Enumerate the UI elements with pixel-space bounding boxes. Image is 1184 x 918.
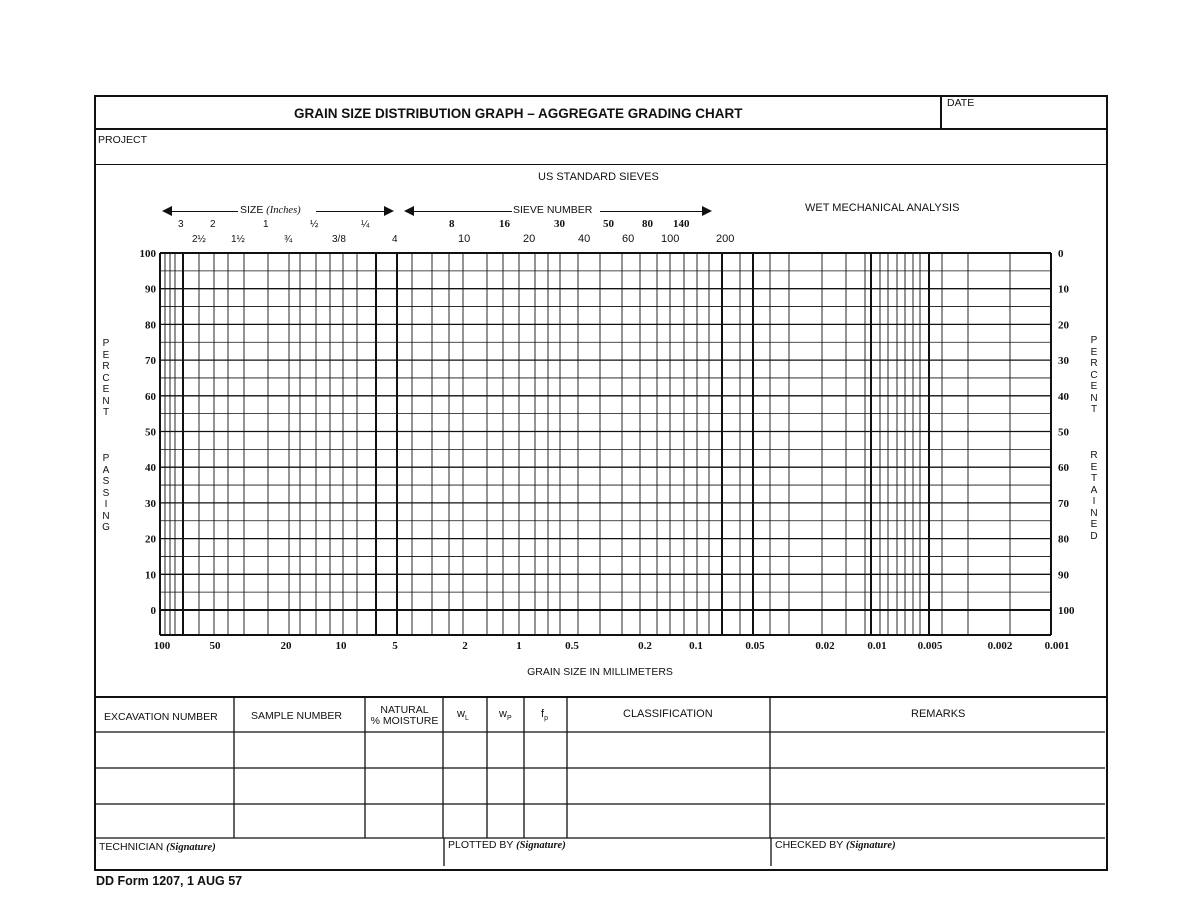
sieve-number-label: 30 [554,218,565,230]
percent-passing-tick: 50 [145,426,156,439]
axis-title-letter: I [104,499,108,510]
table-cell[interactable] [526,806,565,836]
table-cell[interactable] [98,770,232,802]
sieve-number-label: 16 [499,218,510,230]
table-cell[interactable] [569,770,768,802]
inch-size-label: 1 [263,219,269,230]
axis-title-letter: A [102,464,110,476]
header-natural-moisture: NATURAL % MOISTURE [370,704,439,727]
percent-passing-tick: 60 [145,390,156,403]
percent-retained-tick: 60 [1058,462,1069,475]
table-cell[interactable] [367,770,441,802]
grain-size-mm-tick: 0.001 [1044,640,1070,652]
header-excavation-number: EXCAVATION NUMBER [104,711,218,723]
percent-retained-tick: 90 [1058,569,1069,582]
checked-by-signature-label: CHECKED BY (Signature) [775,839,896,851]
percent-retained-tick: 40 [1058,390,1069,403]
inch-size-label: 2 [210,219,216,230]
form-number: DD Form 1207, 1 AUG 57 [96,874,243,888]
percent-passing-tick: 90 [145,283,156,296]
table-cell[interactable] [98,734,232,766]
percent-passing-tick: 10 [145,569,156,582]
sieves-heading: US STANDARD SIEVES [538,171,659,183]
axis-title-letter: I [1092,496,1096,507]
grain-size-mm-tick: 2 [462,640,468,652]
percent-passing-tick: 40 [145,462,156,475]
grain-size-mm-tick: 50 [209,640,221,652]
percent-retained-tick: 0 [1058,248,1064,260]
grain-size-mm-tick: 0.05 [745,640,765,652]
table-cell[interactable] [772,770,1102,802]
axis-title-letter: P [102,453,110,464]
table-cell[interactable] [569,734,768,766]
axis-title-letter: R [1090,358,1098,369]
header-remarks: REMARKS [911,708,966,720]
axis-title-letter: N [102,510,110,522]
sieve-number-label: 60 [622,233,635,245]
size-group-label: SIZE (Inches) [240,204,301,216]
table-cell[interactable] [445,806,485,836]
axis-title-letter: R [102,361,110,372]
percent-retained-tick: 30 [1058,355,1069,368]
table-cell[interactable] [367,734,441,766]
percent-retained-tick: 10 [1058,283,1069,296]
axis-title-letter: N [1090,507,1098,519]
axis-title-letter: R [1090,450,1098,461]
table-cell[interactable] [367,806,441,836]
sieve-number-label: 50 [603,218,614,230]
percent-passing-tick: 70 [145,355,156,368]
grain-size-mm-tick: 0.01 [867,640,887,652]
percent-retained-tick: 70 [1058,497,1069,510]
inch-size-label: 3 [178,219,184,230]
axis-title-letter: D [1090,530,1098,542]
axis-title-letter: P [102,338,110,349]
percent-passing-tick: 0 [150,605,156,617]
inch-size-label: 3/8 [332,234,346,245]
table-cell[interactable] [772,734,1102,766]
header-plasticity-factor: $f_p$ [541,708,548,723]
axis-title-letter: N [1090,392,1098,404]
inch-size-label: ½ [310,219,319,230]
table-cell[interactable] [526,770,565,802]
axis-title-letter: T [102,407,110,418]
wet-analysis-label: WET MECHANICAL ANALYSIS [805,202,960,214]
axis-title-letter: E [1090,519,1098,530]
table-cell[interactable] [236,770,363,802]
axis-title-letter: N [102,395,110,407]
grain-size-mm-tick: 10 [335,640,347,652]
sieve-group-label: SIEVE NUMBER [513,204,593,216]
table-cell[interactable] [445,734,485,766]
axis-title-letter: C [1090,369,1098,381]
header-sample-number: SAMPLE NUMBER [251,710,343,722]
grain-size-mm-tick: 100 [153,640,171,652]
axis-title-letter: E [1090,346,1098,358]
sieve-number-label: 20 [523,233,536,245]
percent-retained-tick: 50 [1058,426,1069,439]
percent-passing-tick: 80 [145,319,156,332]
inch-size-label: 2½ [192,234,206,245]
header-classification: CLASSIFICATION [623,708,713,720]
percent-passing-tick: 100 [139,248,156,260]
header-liquid-limit: $w_L$ [457,708,469,723]
axis-title-letter: S [102,476,110,487]
inch-size-label: 4 [392,234,398,245]
sieve-number-label: 100 [661,233,680,245]
percent-retained-tick: 80 [1058,533,1069,546]
table-cell[interactable] [236,806,363,836]
table-cell[interactable] [489,734,522,766]
grain-size-mm-tick: 20 [280,640,292,652]
axis-title-letter: C [102,372,110,384]
checked-by-signature-field[interactable] [773,854,1103,866]
plotted-by-signature-field[interactable] [446,854,768,866]
table-cell[interactable] [772,806,1102,836]
table-cell[interactable] [569,806,768,836]
grain-size-mm-tick: 0.1 [689,640,703,652]
grain-size-mm-tick: 0.005 [917,640,943,652]
table-cell[interactable] [445,770,485,802]
axis-title-letter: E [102,384,110,395]
percent-passing-tick: 20 [145,533,156,546]
axis-title-letter: E [1090,461,1098,473]
sieve-number-label: 80 [642,218,653,230]
axis-title-letter: G [102,522,110,533]
inch-size-label: ¾ [284,234,293,245]
grain-size-mm-tick: 0.002 [987,640,1013,652]
grain-size-mm-tick: 5 [392,640,398,652]
table-cell[interactable] [236,734,363,766]
sieve-number-label: 10 [458,233,471,245]
header-plastic-limit: $w_P$ [499,708,512,723]
percent-passing-tick: 30 [145,497,156,510]
axis-title-letter: E [102,349,110,361]
plotted-by-signature-label: PLOTTED BY (Signature) [448,839,566,851]
technician-signature-field[interactable] [97,854,441,866]
sieve-number-label: 140 [673,218,690,230]
axis-title-letter: T [1090,473,1098,484]
grain-size-mm-tick: 0.5 [565,640,579,652]
date-label: DATE [947,97,975,109]
axis-title-letter: E [1090,381,1098,392]
axis-title-letter: S [102,487,110,499]
table-cell[interactable] [489,770,522,802]
table-cell[interactable] [98,806,232,836]
sieve-number-label: 40 [578,233,591,245]
sieve-number-label: 8 [449,218,455,230]
technician-signature-label: TECHNICIAN (Signature) [99,841,216,853]
grain-size-mm-tick: 1 [516,640,522,652]
grain-size-mm-tick: 0.2 [638,640,652,652]
percent-retained-tick: 100 [1058,605,1075,617]
table-cell[interactable] [526,734,565,766]
project-label: PROJECT [98,134,148,146]
table-cell[interactable] [489,806,522,836]
form-title: GRAIN SIZE DISTRIBUTION GRAPH – AGGREGATE GRADING CHART [294,106,743,121]
x-axis-title: GRAIN SIZE IN MILLIMETERS [527,666,673,678]
percent-retained-tick: 20 [1058,319,1069,332]
inch-size-label: 1½ [231,234,245,245]
grain-size-mm-tick: 0.02 [815,640,835,652]
inch-size-label: ¼ [361,219,370,230]
sieve-number-label: 200 [716,233,735,245]
axis-title-letter: T [1090,404,1098,415]
axis-title-letter: P [1090,335,1098,346]
axis-title-letter: A [1090,484,1098,496]
